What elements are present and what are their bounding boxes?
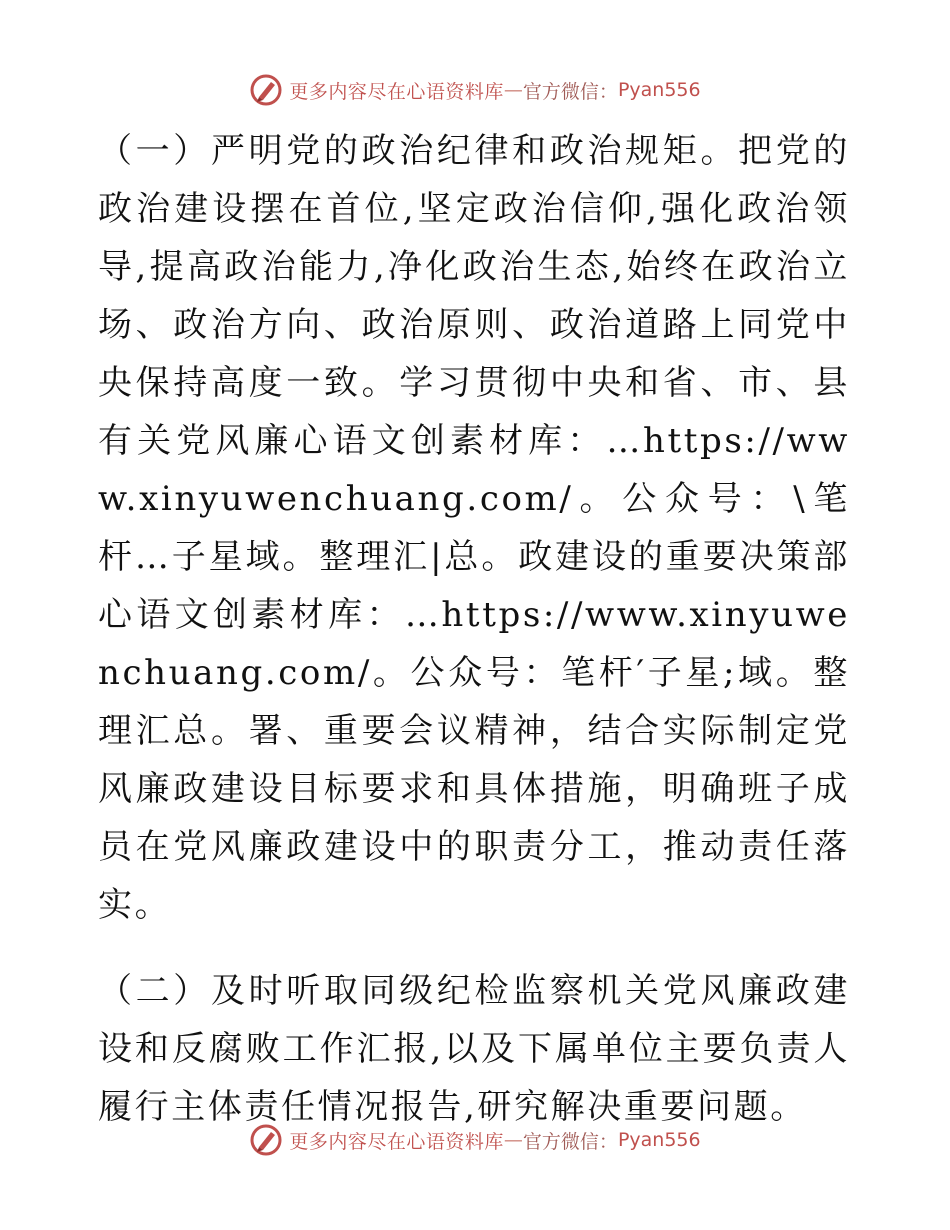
pen-logo-icon: [249, 73, 283, 107]
watermark-wechat-label: 官方微信：: [522, 80, 618, 103]
paragraph-2: （二）及时听取同级纪检监察机关党风廉政建设和反腐败工作汇报,以及下属单位主要负责人履行主体责任情况报告,研究解决重要问题。: [98, 971, 850, 1127]
watermark-wechat-label: 官方微信：: [522, 1130, 618, 1153]
pen-logo-icon: [249, 1123, 283, 1157]
watermark-dash: —: [503, 79, 523, 101]
watermark-wechat-id: Pyan556: [617, 79, 701, 101]
watermark-wechat-id: Pyan556: [617, 1129, 701, 1151]
watermark-title: 更多内容尽在心语资料库: [289, 1130, 504, 1153]
watermark-dash: —: [503, 1129, 523, 1151]
document-body: [98, 122, 850, 1136]
footer-watermark: [0, 1123, 950, 1157]
watermark-title: 更多内容尽在心语资料库: [289, 80, 504, 103]
paragraph-1: （一）严明党的政治纪律和政治规矩。把党的政治建设摆在首位,坚定政治信仰,强化政治领导,提高政治能力,净化政治生态,始终在政治立场、政治方向、政治原则、政治道路上同党中央保持高度一致。学习贯彻中央和省、市、县有关党风廉心语文创素材库：…https://www.xinyuwenchuang.com/。公众号：\笔杆…子星域。整理汇|总。政建设的重要决策部心语文创素材库：…https://www.xinyuwenchuang.com/。公众号：笔杆′子星;域。整理汇总。署、重要会议精神，结合实际制定党风廉政建设目标要求和具体措施，明确班子成员在党风廉政建设中的职责分工，推动责任落实。: [98, 131, 850, 925]
header-watermark: [0, 73, 950, 107]
